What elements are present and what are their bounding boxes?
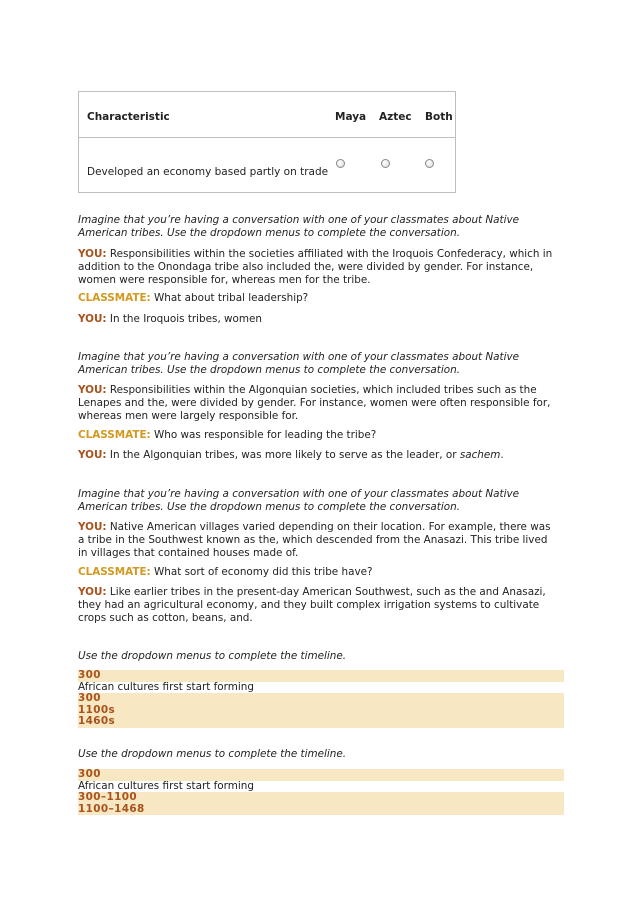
dialogue-text: Who was responsible for leading the tribe? (154, 429, 377, 441)
dialogue-text: Like earlier tribes in the present-day American Southwest, such as the and Anasazi, they had an agricultural economy, and they built complex irrigation systems to cultivate crops such as cotton, beans, and. (78, 586, 546, 624)
dialogue-text: What sort of economy did this tribe have? (154, 566, 373, 578)
timeline-row: 300 (78, 693, 564, 705)
conversation-2-instructions: Imagine that you’re having a conversation with one of your classmates about Native American tribes. Use the dropdown menus to complete the conversation. (78, 351, 520, 376)
you-label: YOU: (78, 313, 107, 325)
dialogue-text: In the Algonquian tribes, was more likely to serve as the leader, or (109, 449, 460, 461)
timeline-row: 300 (78, 670, 564, 682)
timeline-1-instructions: Use the dropdown menus to complete the timeline. (78, 650, 347, 662)
timeline-row: 1460s (78, 716, 564, 728)
radio-maya[interactable] (336, 159, 345, 168)
dialogue-text: What about tribal leadership? (154, 292, 309, 304)
timeline-row: African cultures first start forming (78, 779, 254, 792)
header-both: Both (425, 111, 453, 123)
row-characteristic: Developed an economy based partly on trade (87, 166, 329, 178)
you-label: YOU: (78, 384, 107, 396)
timeline-row: 1100s (78, 705, 564, 717)
conversation-3-you-line2 (78, 586, 558, 625)
you-label: YOU: (78, 521, 107, 533)
table-row (79, 138, 455, 193)
you-label: YOU: (78, 248, 107, 260)
dialogue-punct: . (500, 449, 504, 461)
you-label: YOU: (78, 586, 107, 598)
dialogue-text: Native American villages varied depending on their location. For example, there was a tribe in the Southwest known as the, which descended from the Anasazi. This tribe lived in villages that contained houses made of. (78, 521, 551, 559)
timeline-row: 1100–1468 (78, 804, 564, 816)
conversation-1-you-line1 (78, 248, 558, 287)
timeline-row: African cultures first start forming (78, 680, 254, 693)
table-header-row (79, 92, 455, 138)
radio-both[interactable] (425, 159, 434, 168)
timeline-2-instructions: Use the dropdown menus to complete the timeline. (78, 748, 347, 760)
dialogue-text: Responsibilities within the societies affiliated with the Iroquois Confederacy, which in addition to the Onondaga tribe also included the, were divided by gender. For instance, women were responsible for, whereas men for the tribe. (78, 248, 553, 286)
timeline-row: 300–1100 (78, 792, 564, 804)
conversation-2-you-line2 (78, 449, 558, 462)
comparison-table (78, 91, 456, 193)
conversation-1-instructions: Imagine that you’re having a conversation with one of your classmates about Native American tribes. Use the dropdown menus to complete the conversation. (78, 214, 520, 239)
sachem-term: sachem (459, 449, 501, 461)
radio-aztec[interactable] (381, 159, 390, 168)
timeline-row: 300 (78, 769, 564, 781)
conversation-3-classmate-line (78, 566, 558, 579)
header-maya: Maya (335, 111, 367, 123)
conversation-3-instructions: Imagine that you’re having a conversation with one of your classmates about Native American tribes. Use the dropdown menus to complete the conversation. (78, 488, 520, 513)
dialogue-text: Responsibilities within the Algonquian societies, which included tribes such as the Lenapes and the, were divided by gender. For instance, women were often responsible for, whereas men were largely responsible for. (78, 384, 551, 422)
classmate-label: CLASSMATE: (78, 292, 151, 304)
conversation-2-you-line1 (78, 384, 558, 423)
conversation-1-classmate-line (78, 292, 558, 305)
header-aztec: Aztec (379, 111, 412, 123)
classmate-label: CLASSMATE: (78, 429, 151, 441)
dialogue-text: In the Iroquois tribes, women (109, 313, 263, 325)
header-characteristic: Characteristic (87, 111, 170, 123)
you-label: YOU: (78, 449, 107, 461)
conversation-3-you-line1 (78, 521, 558, 560)
conversation-2-classmate-line (78, 429, 558, 442)
conversation-1-you-line2 (78, 313, 558, 326)
classmate-label: CLASSMATE: (78, 566, 151, 578)
